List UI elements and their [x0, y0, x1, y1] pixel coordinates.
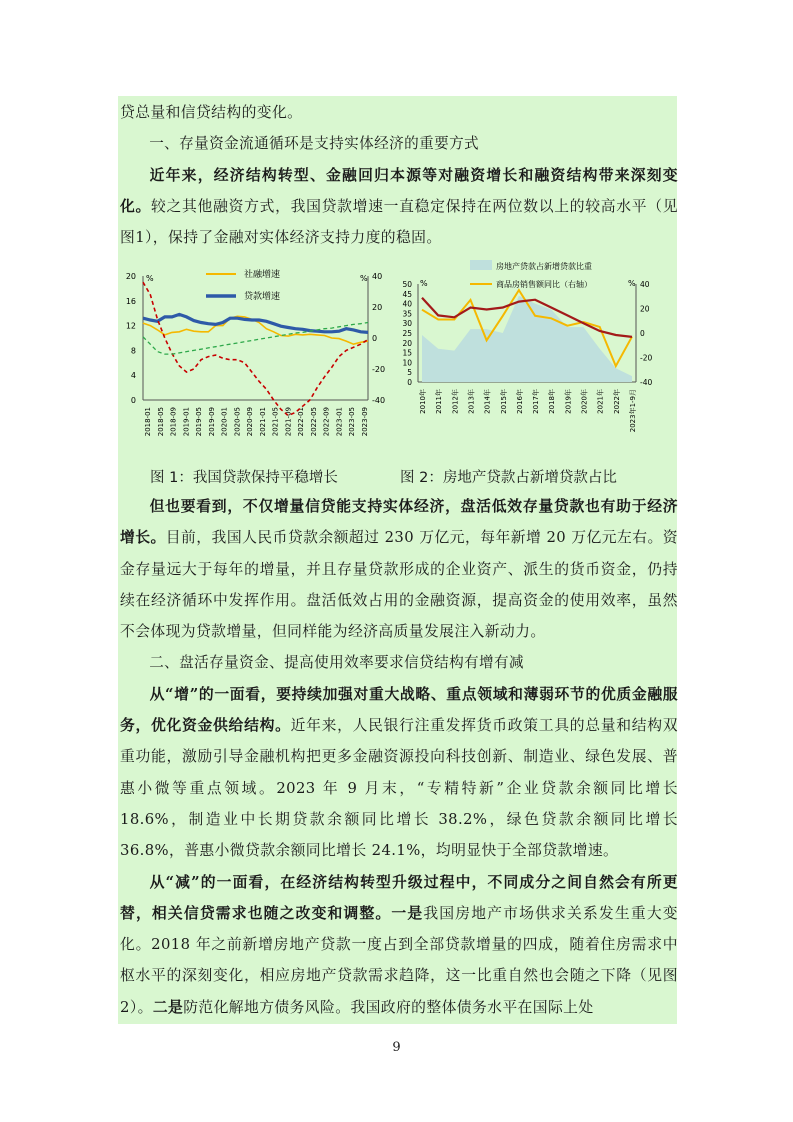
- chart2-x-tick: 2015年: [499, 389, 508, 414]
- chart1-x-tick: 2018-01: [144, 407, 152, 437]
- chart2-left-unit: %: [420, 279, 428, 288]
- chart2-right-tick: -40: [640, 378, 653, 387]
- chart2-left-tick: 45: [402, 289, 412, 299]
- chart1-right-unit: %: [360, 274, 368, 283]
- chart2-x-tick: 2019年: [564, 389, 573, 414]
- chart1-left-tick: 16: [125, 296, 136, 306]
- chart1-right-tick: 40: [372, 272, 383, 281]
- paragraph-4-first-text: 我国房地产市场供求关系发生重大变化。2018 年之前新增房地产贷款一度占到全部贷款增量的四成，随着住房需求中枢水平的深刻变化，相应房地产贷款需求趋降，这一比重自然也会随之下降（见图2）。: [120, 904, 678, 1016]
- chart1-x-tick: 2020-05: [233, 407, 242, 437]
- paragraph-intro: 贷总量和信贷结构的变化。: [120, 104, 303, 121]
- chart2-x-tick: 2021年: [596, 389, 605, 414]
- paragraph-4: [120, 867, 678, 1023]
- chart1-right-tick: -40: [372, 396, 386, 405]
- chart2-right-unit: %: [628, 279, 636, 288]
- chart1-x-tick: 2023-09: [361, 407, 369, 437]
- chart2-x-tick: 2023年1-9月: [629, 389, 637, 433]
- chart2-x-tick: 2012年: [451, 389, 460, 414]
- chart2-legend-swatch-1: [470, 260, 492, 270]
- paragraph-3-text: 近年来，人民银行注重发挥货币政策工具的总量和结构双重功能，激励引导金融机构把更多金融资源投向科技创新、制造业、绿色发展、普惠小微等重点领域。2023 年 9 月末，“专精特新”企业贷款余额同比增长 18.6%，制造业中长期贷款余额同比增长 38.2%，绿色贷款余额同比增长 36.8%，普惠小微贷款余额同比增长 24.1%，均明显快于全部贷款增速。: [120, 717, 678, 860]
- chart1-x-tick: 2019-05: [195, 407, 204, 437]
- text-block-bottom: [120, 491, 678, 1023]
- chart2-left-tick: 15: [402, 348, 412, 358]
- chart2-x-tick: 2014年: [483, 389, 492, 414]
- chart1-series-line: [143, 282, 368, 415]
- paragraph-3: [120, 679, 678, 867]
- paragraph-4-second-marker: 二是: [152, 998, 184, 1016]
- chart1-x-tick: 2018-09: [169, 407, 178, 437]
- chart1-x-tick: 2021-05: [271, 407, 280, 437]
- chart2-left-tick: 35: [402, 309, 412, 319]
- section-heading-1: 一、存量资金流通循环是支持实体经济的重要方式: [149, 135, 480, 153]
- chart1-left-tick: 8: [130, 346, 136, 356]
- chart1-x-tick: 2023-01: [335, 407, 344, 437]
- paragraph-1: [120, 160, 678, 254]
- paragraph-3-bold: 从“增”的一面看，要持续加强对重大战略、重点领域和薄弱环节的优质金融服务，优化资金供给结构。: [120, 685, 678, 735]
- text-block-top: [120, 97, 678, 253]
- chart1-left-tick: 20: [125, 272, 136, 281]
- chart1-x-tick: 2021-09: [284, 407, 293, 437]
- paragraph-2-text: 目前，我国人民币贷款余额超过 230 万亿元，每年新增 20 万亿元左右。资金存量远大于每年的增量，并且存量贷款形成的企业资产、派生的货币资金，仍持续在经济循环中发挥作用。盘活低效占用的金融资源，提高资金的使用效率，虽然不会体现为贷款增量，但同样能为经济高质量发展注入新动力。: [120, 529, 678, 641]
- chart1-legend-label-1: 社融增速: [244, 270, 281, 280]
- paragraph-4-second-text: 防范化解地方债务风险。我国政府的整体债务水平在国际上处: [183, 998, 594, 1016]
- chart1-x-tick: 2020-09: [246, 407, 255, 437]
- chart1-left-tick: 0: [130, 396, 136, 405]
- chart1-right-tick: 20: [372, 303, 383, 312]
- chart2-x-tick: 2013年: [467, 389, 476, 414]
- chart2-left-tick: 10: [402, 358, 412, 368]
- paragraph-2-bold: 但也要看到，不仅增量信贷能支持实体经济，盘活低效存量贷款也有助于经济增长。: [120, 498, 678, 547]
- chart1-x-tick: 2018-05: [156, 407, 165, 437]
- section-heading-2: 二、盘活存量资金、提高使用效率要求信贷结构有增有减: [149, 654, 525, 672]
- paragraph-1-text: 较之其他融资方式，我国贷款增速一直稳定保持在两位数以上的较高水平（见图1），保持了金融对实体经济支持力度的稳固。: [120, 197, 678, 247]
- chart1: [126, 268, 385, 436]
- chart1-x-tick: 2023-05: [348, 407, 357, 437]
- chart1-x-tick: 2022-09: [322, 407, 331, 437]
- chart2-left-tick: 30: [402, 319, 412, 329]
- chart2-right-tick: -20: [640, 353, 653, 363]
- paragraph-4-first-marker: 一是: [391, 904, 424, 922]
- chart1-x-tick: 2019-09: [207, 407, 216, 437]
- page-number: 9: [392, 1040, 401, 1055]
- chart2-left-tick: 20: [402, 338, 412, 348]
- chart2-left-tick: 50: [402, 280, 412, 289]
- chart1-x-tick: 2019-01: [182, 407, 191, 437]
- paragraph-1-bold: 近年来，经济结构转型、金融回归本源等对融资增长和融资结构带来深刻变化。: [120, 166, 678, 215]
- chart1-left-unit: %: [146, 274, 154, 283]
- chart2-x-tick: 2016年: [515, 389, 524, 414]
- charts-area: [118, 254, 677, 454]
- chart2-legend-label-2: 商品房销售额同比（右轴）: [496, 280, 592, 289]
- chart1-x-tick: 2021-01: [258, 407, 267, 437]
- chart1-series-line: [143, 314, 368, 332]
- chart2-x-tick: 2022年: [612, 389, 621, 414]
- chart2-left-tick: 0: [407, 378, 412, 387]
- chart1-x-tick: 2022-01: [297, 407, 306, 437]
- chart2-x-tick: 2020年: [580, 389, 589, 414]
- chart2-x-tick: 2011年: [435, 389, 444, 414]
- chart2-x-tick: 2018年: [548, 389, 557, 414]
- chart2-left-tick: 25: [402, 329, 412, 338]
- chart1-right-tick: 0: [372, 334, 378, 343]
- charts-svg: [118, 254, 677, 454]
- chart1-legend-label-2: 贷款增速: [244, 292, 281, 302]
- paragraph-4-bold: 从“减”的一面看，在经济结构转型升级过程中，不同成分之间自然会有所更替，相关信贷需求也随之改变和调整。: [120, 873, 678, 922]
- chart1-left-tick: 4: [130, 371, 136, 381]
- chart2-right-tick: 0: [640, 329, 645, 338]
- chart2: [402, 260, 652, 432]
- chart2-area: [422, 296, 632, 382]
- chart2-right-tick: 40: [640, 280, 650, 289]
- chart2-legend-label-1: 房地产贷款占新增贷款比重: [496, 262, 592, 271]
- chart2-left-tick: 40: [402, 299, 412, 309]
- figure1-caption: 图 1：我国贷款保持平稳增长: [150, 470, 338, 486]
- chart1-x-tick: 2020-01: [220, 407, 229, 437]
- paragraph-2: [120, 491, 678, 647]
- chart2-right-tick: 20: [640, 304, 650, 314]
- chart1-left-tick: 12: [125, 321, 136, 331]
- chart1-x-tick: 2022-05: [309, 407, 318, 437]
- chart2-left-tick: 5: [407, 368, 412, 378]
- chart1-right-tick: -20: [372, 365, 386, 374]
- chart2-x-tick: 2010年: [419, 389, 427, 414]
- chart2-x-tick: 2017年: [532, 389, 541, 414]
- figure2-caption: 图 2：房地产贷款占新增贷款占比: [400, 470, 617, 486]
